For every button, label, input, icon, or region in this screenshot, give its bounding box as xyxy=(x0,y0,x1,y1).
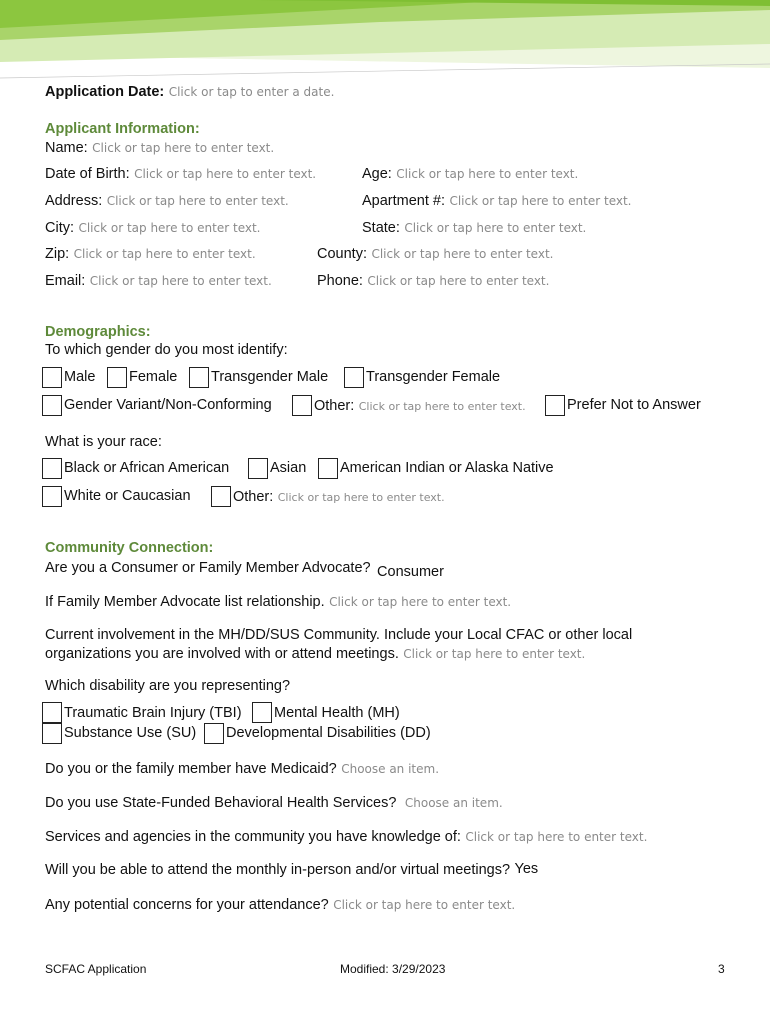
gender-other-label: Other: xyxy=(314,398,355,414)
gender-male-label: Male xyxy=(64,369,96,385)
race-question: What is your race: xyxy=(45,434,162,450)
city-field[interactable]: Click or tap here to enter text. xyxy=(78,221,261,235)
involvement-row xyxy=(45,645,585,663)
gender-question: To which gender do you most identify: xyxy=(45,342,288,358)
email-row xyxy=(45,272,272,290)
gender-variant-checkbox[interactable] xyxy=(42,395,62,416)
services-field[interactable]: Click or tap here to enter text. xyxy=(465,830,648,844)
advocate-question: Are you a Consumer or Family Member Advocate? xyxy=(45,560,371,576)
demographics-heading: Demographics: xyxy=(45,324,151,340)
services-question: Services and agencies in the community you have knowledge of: xyxy=(45,829,461,845)
medicaid-question: Do you or the family member have Medicaid? xyxy=(45,761,337,777)
footer-title: SCFAC Application xyxy=(45,962,147,976)
footer-page-number: 3 xyxy=(718,962,725,976)
gender-transgender-male-label: Transgender Male xyxy=(211,369,329,385)
disability-question: Which disability are you representing? xyxy=(45,678,291,694)
disability-su-label: Substance Use (SU) xyxy=(64,725,197,741)
gender-female-label: Female xyxy=(129,369,178,385)
phone-label: Phone: xyxy=(317,273,363,289)
involvement-question-line1: Current involvement in the MH/DD/SUS Community. Include your Local CFAC or other local xyxy=(45,627,633,643)
application-date-row xyxy=(45,83,334,101)
state-funded-dropdown[interactable]: Choose an item. xyxy=(404,796,503,810)
relationship-question: If Family Member Advocate list relationship. xyxy=(45,594,325,610)
phone-row xyxy=(317,272,549,290)
state-label: State: xyxy=(362,220,400,236)
dob-label: Date of Birth: xyxy=(45,166,130,182)
county-row xyxy=(317,245,553,263)
age-row xyxy=(362,165,578,183)
address-label: Address: xyxy=(45,193,103,209)
zip-field[interactable]: Click or tap here to enter text. xyxy=(73,247,256,261)
disability-dd-checkbox[interactable] xyxy=(204,723,224,744)
address-field[interactable]: Click or tap here to enter text. xyxy=(106,194,289,208)
race-white-label: White or Caucasian xyxy=(64,488,191,504)
application-date-label: Application Date: xyxy=(45,84,165,100)
race-other-row xyxy=(233,488,445,506)
gender-male-checkbox[interactable] xyxy=(42,367,62,388)
email-label: Email: xyxy=(45,273,86,289)
disability-dd-label: Developmental Disabilities (DD) xyxy=(226,725,431,741)
state-row xyxy=(362,219,586,237)
county-field[interactable]: Click or tap here to enter text. xyxy=(371,247,554,261)
community-connection-heading: Community Connection: xyxy=(45,540,214,556)
name-field[interactable]: Click or tap here to enter text. xyxy=(92,141,275,155)
race-asian-checkbox[interactable] xyxy=(248,458,268,479)
involvement-field[interactable]: Click or tap here to enter text. xyxy=(403,647,586,661)
attend-dropdown[interactable]: Yes xyxy=(514,861,539,877)
application-date-field[interactable]: Click or tap to enter a date. xyxy=(168,85,335,99)
race-black-checkbox[interactable] xyxy=(42,458,62,479)
gender-other-checkbox[interactable] xyxy=(292,395,312,416)
footer-modified-date: Modified: 3/29/2023 xyxy=(340,962,446,976)
address-row xyxy=(45,192,289,210)
email-field[interactable]: Click or tap here to enter text. xyxy=(89,274,272,288)
disability-tbi-checkbox[interactable] xyxy=(42,702,62,723)
race-other-field[interactable]: Click or tap here to enter text. xyxy=(277,491,445,504)
gender-transgender-male-checkbox[interactable] xyxy=(189,367,209,388)
apartment-label: Apartment #: xyxy=(362,193,446,209)
concerns-question: Any potential concerns for your attendance? xyxy=(45,897,329,913)
gender-transgender-female-label: Transgender Female xyxy=(366,369,501,385)
apartment-row xyxy=(362,192,632,210)
race-american-indian-checkbox[interactable] xyxy=(318,458,338,479)
gender-female-checkbox[interactable] xyxy=(107,367,127,388)
race-other-label: Other: xyxy=(233,489,274,505)
disability-mh-label: Mental Health (MH) xyxy=(274,705,400,721)
concerns-row xyxy=(45,896,515,914)
dob-field[interactable]: Click or tap here to enter text. xyxy=(134,167,317,181)
gender-other-field[interactable]: Click or tap here to enter text. xyxy=(358,400,526,413)
age-field[interactable]: Click or tap here to enter text. xyxy=(396,167,579,181)
relationship-row xyxy=(45,593,511,611)
race-asian-label: Asian xyxy=(270,460,307,476)
gender-transgender-female-checkbox[interactable] xyxy=(344,367,364,388)
involvement-question-line2: organizations you are involved with or attend meetings. xyxy=(45,646,399,662)
services-row xyxy=(45,828,647,846)
race-american-indian-label: American Indian or Alaska Native xyxy=(340,460,554,476)
gender-other-row xyxy=(314,397,526,415)
applicant-information-heading: Applicant Information: xyxy=(45,121,200,137)
medicaid-row xyxy=(45,760,439,778)
relationship-field[interactable]: Click or tap here to enter text. xyxy=(329,595,512,609)
race-white-checkbox[interactable] xyxy=(42,486,62,507)
county-label: County: xyxy=(317,246,367,262)
advocate-row xyxy=(45,559,444,580)
concerns-field[interactable]: Click or tap here to enter text. xyxy=(333,898,516,912)
apartment-field[interactable]: Click or tap here to enter text. xyxy=(449,194,632,208)
attend-question: Will you be able to attend the monthly in-person and/or virtual meetings? xyxy=(45,862,511,878)
gender-prefer-not-checkbox[interactable] xyxy=(545,395,565,416)
advocate-dropdown[interactable]: Consumer xyxy=(377,564,444,580)
header-banner xyxy=(0,0,770,90)
city-row xyxy=(45,219,260,237)
disability-su-checkbox[interactable] xyxy=(42,723,62,744)
zip-label: Zip: xyxy=(45,246,70,262)
gender-variant-label: Gender Variant/Non-Conforming xyxy=(64,397,272,413)
disability-tbi-label: Traumatic Brain Injury (TBI) xyxy=(64,705,242,721)
dob-row xyxy=(45,165,316,183)
city-label: City: xyxy=(45,220,74,236)
state-funded-question: Do you use State-Funded Behavioral Health Services? xyxy=(45,795,397,811)
disability-mh-checkbox[interactable] xyxy=(252,702,272,723)
age-label: Age: xyxy=(362,166,392,182)
name-row xyxy=(45,139,274,157)
attend-row xyxy=(45,861,538,879)
race-other-checkbox[interactable] xyxy=(211,486,231,507)
state-funded-row xyxy=(45,794,503,812)
name-label: Name: xyxy=(45,140,88,156)
phone-field[interactable]: Click or tap here to enter text. xyxy=(367,274,550,288)
state-field[interactable]: Click or tap here to enter text. xyxy=(404,221,587,235)
gender-prefer-not-label: Prefer Not to Answer xyxy=(567,397,701,413)
race-black-label: Black or African American xyxy=(64,460,230,476)
medicaid-dropdown[interactable]: Choose an item. xyxy=(341,762,440,776)
zip-row xyxy=(45,245,256,263)
